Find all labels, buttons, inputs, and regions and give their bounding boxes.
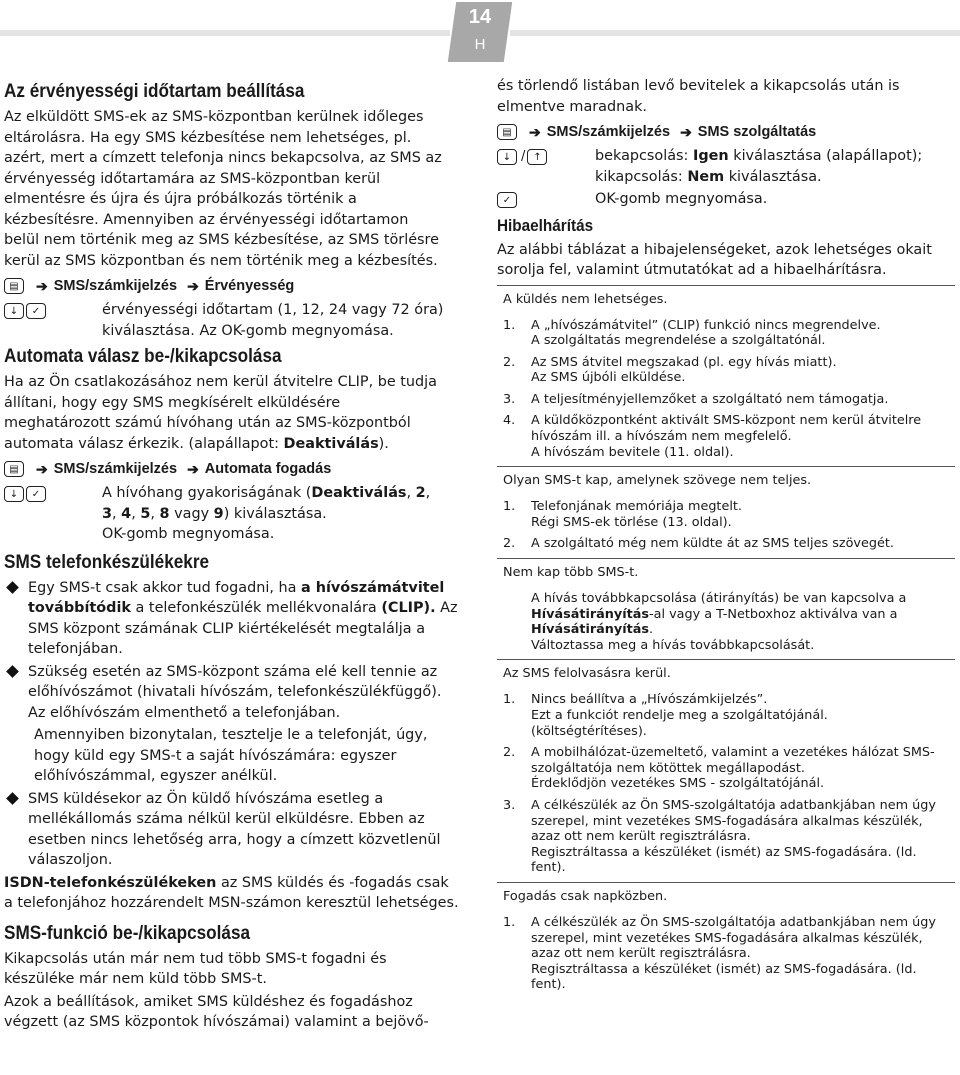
arrow-right-icon: ➔: [187, 277, 199, 294]
section-title-phones: SMS telefonkészülékekre: [4, 550, 210, 573]
ok-key-icon: ✓: [497, 192, 517, 208]
left-column: [4, 76, 459, 1035]
arrow-right-icon: ➔: [529, 123, 541, 140]
section-title-auto-reply: Automata válasz be-/kikapcsolása: [4, 345, 282, 367]
table-row: Fogadás csak napközben. 1. A célkészülék az Ön SMS-szolgáltatója adatbankjában nem úgy szerepel, mint vezetékes SMS-fogadására alkalmas készülék, azaz ott nem került regisztrálásra. Regisztráltassa a készüléket (ismét) az SMS-fogadására. (ld. fent).: [503, 888, 936, 993]
nav-path-sms-service: ▤ ➔ SMS/számkijelzés ➔ SMS szolgáltatás: [497, 120, 955, 144]
key-instruction-auto-reply: ↓ ✓ A hívóhang gyakoriságának (Deaktiválás, 2, 3, 4, 5, 8 vagy 9) kiválasztása. OK-gomb megnyomása.: [4, 483, 459, 545]
up-key-icon: ↑: [527, 149, 547, 165]
nav-path-validity: ▤ ➔ SMS/számkijelzés ➔ Érvényesség: [4, 274, 459, 298]
key-instruction-onoff: ↓ / ↑ bekapcsolás: Igen kiválasztása (alapállapot); kikapcsolás: Nem kiválasztása.: [497, 146, 955, 187]
language-code: H: [474, 36, 486, 53]
key-instruction-ok: ✓ OK-gomb megnyomása.: [497, 189, 955, 210]
table-row: Nem kap több SMS-t. A hívás továbbkapcsolása (átirányítás) be van kapcsolva a Hívásátirányítás-al vagy a T-Netboxhoz aktiválva van a Hívásátirányítás. Változtassa meg a hívás továbbkapcsolását.: [497, 559, 955, 660]
list-item: SMS küldésekor az Ön küldő hívószáma esetleg a mellékállomás száma nélkül kerül elküldésre. Ebben az esetben nincs lehetőség arra, hogy a címzett közvetlenül válaszoljon.: [4, 789, 459, 871]
list-item: Egy SMS-t csak akkor tud fogadni, ha a hívószámátvitel továbbítódik a telefonkészülék mellékvonalára (CLIP). Az SMS központ számának CLIP kiértékelését megtalálja a telefonjában.: [4, 578, 459, 660]
menu-key-icon: ▤: [497, 124, 517, 140]
diamond-bullet-icon: [6, 792, 19, 805]
section-title-validity: Az érvényességi időtartam beállítása: [4, 80, 305, 102]
table-row: Az SMS felolvasásra kerül. 1. Nincs beállítva a „Hívószámkijelzés”. Ezt a funkciót rendelje meg a szolgáltatójánál. (költségtérítéses). 2. A mobilhálózat-üzemeltető, valamint a vezetékes hálózat SMS- szolgáltatója nem kötöttek megállapodást. Érdeklődjön vezetékes SMS - szolgáltatójánál. 3. A célkészülék az Ön SMS-szolgáltatója adatbankjában nem úgy szerepel, mint vezetékes SMS-fogadására alkalmas készülék, azaz ott nem került regisztrálásra. Regisztráltassa a készüléket (ismét) az SMS-fogadására. (ld. fent).: [497, 660, 955, 883]
table-row: Olyan SMS-t kap, amelynek szövege nem teljes. 1. Telefonjának memóriája megtelt. Régi SMS-ek törlése (13. oldal). 2. A szolgáltató még nem küldte át az SMS teljes szövegét.: [497, 467, 955, 559]
right-column: és törlendő listában levő bevitelek a kikapcsolás után is elmentve maradnak. ▤ ➔ SMS/számkijelzés ➔ SMS szolgáltatás ↓ / ↑ bekapcsolás: Igen kiválasztása (alapállapot); kikapcsolás: Nem kiválasztása. ✓ OK-gomb megnyomása. Hibaelhárítás Az alábbi táblázat a hibajelenségeket, azok lehetséges okait sorolja fel, valamint útmutatókat ad a hibaelhárításra. A küldés nem lehetséges. 1. A „hívószámátvitel” (CLIP) funkció nincs megrendelve. A szolgáltatás megrendelése a szolgáltatónál. 2. Az SMS átvitel megszakad (pl. egy hívás miatt). Az SMS újbóli elküldése. 3. A teljesítményjellemzőket a szolgáltató nem támogatja. 4. A küldőközpontként aktivált SMS-központ nem kerül átvitelre hívószám ill. a hívószám nem megfelelő. A hívószám bevitele (11. oldal). Olyan SMS-t kap, amelynek szövege nem teljes. 1. Telefonjának memóriája megtelt. Régi SMS-ek törlése (13. oldal). 2. A szolgáltató még nem küldte át az SMS teljes szövegét. Nem kap több SMS-t. A hívás továbbkapcsolása (átirányítás) be van kapcsolva a Hívásátirányítás-al vagy a T-Netboxhoz aktiválva van a Hívásátirányítás. Változtassa meg a hívás továbbkapcsolását. Az SMS felolvasásra kerül. 1. Nincs beállítva a „Hívószámkijelzés”. Ezt a funkciót rendelje meg a szolgáltatójánál. (költségtérítéses). 2. A mobilhálózat-üzemeltető, valamint a vezetékes hálózat SMS- szolgáltatója nem kötöttek megállapodást. Érdeklődjön vezetékes SMS - szolgáltatójánál. 3. A célkészülék az Ön SMS-szolgáltatója adatbankjában nem úgy szerepel, mint vezetékes SMS-fogadására alkalmas készülék, azaz ott nem került regisztrálásra. Regisztráltassa a készüléket (ismét) az SMS-fogadására. (ld. fent). Fogadás csak napközben. 1. A célkészülék az Ön SMS-szolgáltatója adatbankjában nem úgy szerepel, mint vezetékes SMS-fogadására alkalmas készülék, azaz ott nem került regisztrálásra. Regisztráltassa a készüléket (ismét) az SMS-fogadására. (ld. fent).: [497, 76, 955, 999]
ok-key-icon: ✓: [26, 486, 46, 502]
phones-test-note: Amennyiben bizonytalan, tesztelje le a telefonját, úgy, hogy küld egy SMS-t a saját hívószámára: egyszer előhívószámmal, egyszer anélkül.: [34, 727, 428, 784]
arrow-right-icon: ➔: [36, 460, 48, 477]
sms-toggle-paragraph-2: Azok a beállítások, amiket SMS küldéshez és fogadáshoz végzett (az SMS központok hívószámai) valamint a bejövő-: [4, 993, 429, 1030]
list-item: Szükség esetén az SMS-központ száma elé kell tennie az előhívószámot (hivatali hívószám, telefonkészülékfüggő). Az előhívószám elmenthető a telefonjában.: [4, 662, 459, 724]
troubleshooting-table: [497, 285, 955, 999]
auto-reply-paragraph: Ha az Ön csatlakozásához nem kerül átvitelre CLIP, be tudja állítani, hogy egy SMS megkísérelt elküldésére meghatározott számú hívóhang után az SMS-központból automata válasz érkezik. (alapállapot: Deaktiválás).: [4, 374, 437, 452]
down-key-icon: ↓: [4, 486, 24, 502]
sms-toggle-paragraph-1: Kikapcsolás után már nem tud több SMS-t fogadni és készüléke már nem küld több SMS-t.: [4, 950, 387, 987]
down-key-icon: ↓: [497, 149, 517, 165]
page-number: 14: [468, 6, 492, 28]
arrow-right-icon: ➔: [680, 123, 692, 140]
ok-key-icon: ✓: [26, 303, 46, 319]
arrow-right-icon: ➔: [187, 460, 199, 477]
diamond-bullet-icon: [6, 581, 19, 594]
arrow-right-icon: ➔: [36, 277, 48, 294]
table-row: A küldés nem lehetséges. 1. A „hívószámátvitel” (CLIP) funkció nincs megrendelve. A szolgáltatás megrendelése a szolgáltatónál. 2. Az SMS átvitel megszakad (pl. egy hívás miatt). Az SMS újbóli elküldése. 3. A teljesítményjellemzőket a szolgáltató nem támogatja. 4. A küldőközpontként aktivált SMS-központ nem kerül átvitelre hívószám ill. a hívószám nem megfelelő. A hívószám bevitele (11. oldal).: [497, 286, 955, 468]
nav-path-auto-reply: ▤ ➔ SMS/számkijelzés ➔ Automata fogadás: [4, 457, 459, 481]
header-rule-left: [0, 30, 450, 36]
section-title-troubleshooting: Hibaelhárítás: [497, 215, 594, 235]
down-key-icon: ↓: [4, 303, 24, 319]
section-title-sms-toggle: SMS-funkció be-/kikapcsolása: [4, 921, 251, 944]
key-instruction-validity: ↓ ✓ érvényességi időtartam (1, 12, 24 vagy 72 óra) kiválasztása. Az OK-gomb megnyomása.: [4, 300, 459, 341]
header-rule-right: [510, 30, 960, 36]
diamond-bullet-icon: [6, 665, 19, 678]
menu-key-icon: ▤: [4, 461, 24, 477]
validity-paragraph: Az elküldött SMS-ek az SMS-központban kerülnek időleges eltárolásra. Ha egy SMS kézbesítése nem lehetséges, pl. azért, mert a címzett telefonja nincs bekapcsolva, az SMS az érvényesség időtartamára az SMS-központban kerül elmentésre és újra és újra próbálkozás történik a kézbesítésre. Amennyiben az érvényességi időtartamon belül nem történik meg az SMS kézbesítése, az SMS törlésre kerül az SMS központban és nem történik meg a kézbesítés.: [4, 109, 442, 269]
menu-key-icon: ▤: [4, 278, 24, 294]
isdn-paragraph: ISDN-telefonkészülékeken az SMS küldés és -fogadás csak a telefonjához hozzárendelt MSN-számon keresztül lehetséges.: [4, 874, 459, 911]
phones-bullet-list: [4, 578, 459, 724]
